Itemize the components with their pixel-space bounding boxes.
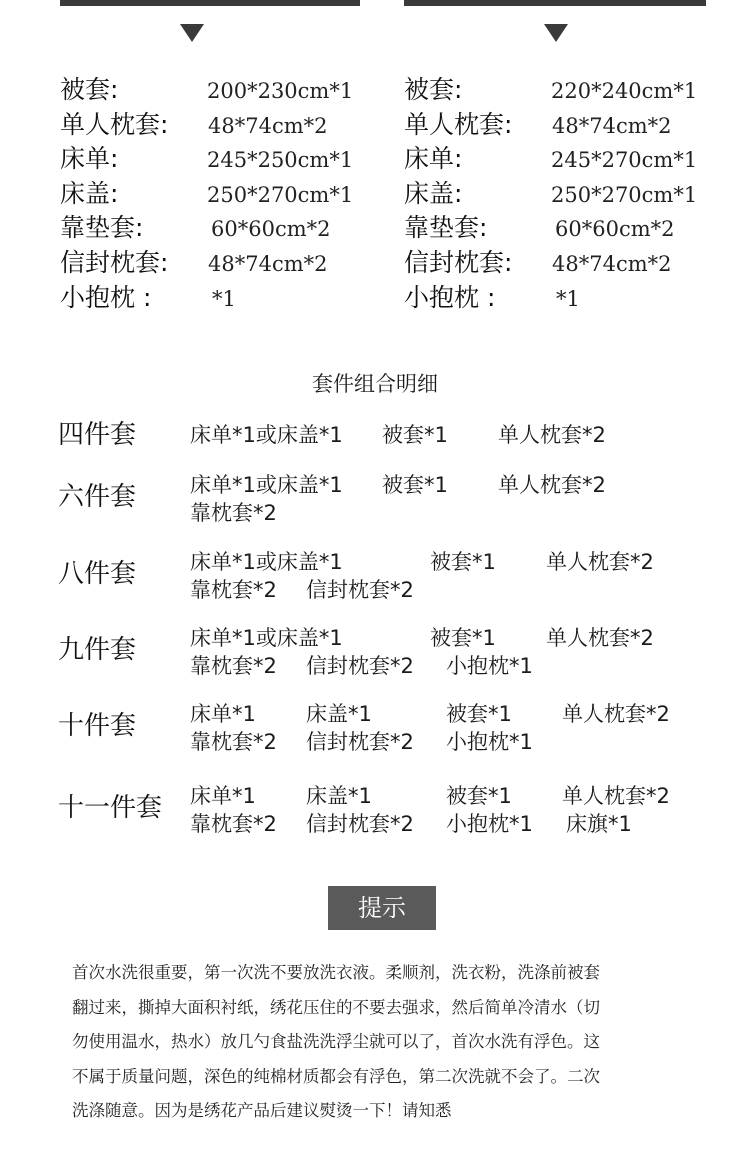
combo-component: 单人枕套*2 [546,550,654,574]
combo-component: 单人枕套*2 [546,626,654,650]
spec-row [404,247,744,282]
combo-line-1 [190,781,750,811]
combo-component: 信封枕套*2 [306,812,414,836]
spec-label: 小抱枕 : [60,282,152,312]
spec-row [60,178,400,213]
spec-row [60,109,400,144]
spec-row [60,282,400,317]
combo-component: 床单*1或床盖*1 [190,473,343,497]
spec-row [404,109,744,144]
spec-row [60,212,400,247]
spec-value: 200*230cm*1 [207,79,354,103]
spec-list-left [60,74,400,316]
combo-component: 信封枕套*2 [306,654,414,678]
notes-line: 勿使用温水，热水）放几勺食盐洗洗浮尘就可以了，首次水洗有浮色。这 [72,1032,600,1051]
spec-label: 被套: [404,75,463,104]
combo-component: 被套*1 [430,550,496,574]
combo-line-1 [190,547,750,577]
combo-line-2 [190,498,750,528]
spec-value: 220*240cm*1 [551,79,698,103]
spec-label: 单人枕套: [404,109,513,139]
spec-label: 单人枕套: [60,109,169,139]
spec-value: *1 [556,286,580,311]
combo-name: 八件套 [58,559,137,589]
combo-line-2 [190,809,750,839]
combo-line-1 [190,623,750,653]
right-top-bar [404,0,706,6]
spec-row [60,247,400,282]
spec-row [404,178,744,213]
combo-component: 床盖*1 [306,702,372,726]
combo-component: 被套*1 [430,626,496,650]
combo-component: 床单*1 [190,702,256,726]
spec-value: 250*270cm*1 [207,182,354,207]
spec-value: 245*250cm*1 [207,148,354,173]
spec-label: 床单: [60,144,119,174]
spec-value: 250*270cm*1 [551,182,698,207]
combo-name: 六件套 [58,482,137,512]
combo-component: 单人枕套*2 [498,423,606,447]
spec-label: 被套: [60,75,119,104]
combo-section-title: 套件组合明细 [312,372,438,396]
combo-component: 床旗*1 [566,812,632,836]
spec-label: 床盖: [404,178,463,208]
spec-value: 48*74cm*2 [208,251,328,276]
spec-row [404,143,744,178]
combo-component: 靠枕套*2 [190,730,277,754]
combo-component: 床单*1或床盖*1 [190,626,343,650]
spec-value: 60*60cm*2 [211,217,331,242]
combo-component: 床单*1或床盖*1 [190,550,343,574]
spec-value: 245*270cm*1 [551,148,698,173]
combo-component: 信封枕套*2 [306,578,414,602]
combo-component: 床单*1或床盖*1 [190,423,343,447]
spec-value: 60*60cm*2 [555,217,675,242]
combo-component: 靠枕套*2 [190,578,277,602]
spec-label: 小抱枕 : [404,282,496,312]
left-down-arrow-icon [180,24,204,42]
notes-line: 洗涤随意。因为是绣花产品后建议熨烫一下！请知悉 [72,1101,452,1120]
combo-name: 九件套 [58,635,137,665]
combo-component: 小抱枕*1 [446,730,533,754]
combo-name: 十一件套 [58,793,163,823]
spec-label: 床盖: [60,178,119,208]
combo-line-2 [190,651,750,681]
combo-component: 小抱枕*1 [446,654,533,678]
combo-component: 小抱枕*1 [446,812,533,836]
combo-component: 被套*1 [382,423,448,447]
spec-row [60,143,400,178]
combo-line-1 [190,699,750,729]
combo-line-1 [190,420,750,450]
left-top-bar [60,0,360,6]
tip-badge: 提示 [328,886,436,930]
combo-component: 靠枕套*2 [190,812,277,836]
spec-label: 信封枕套: [60,247,169,277]
combo-component: 单人枕套*2 [562,702,670,726]
combo-line-1 [190,470,750,500]
spec-label: 靠垫套: [60,213,144,243]
combo-component: 靠枕套*2 [190,654,277,678]
notes-line: 首次水洗很重要，第一次洗不要放洗衣液。柔顺剂，洗衣粉，洗涤前被套 [72,963,600,982]
right-down-arrow-icon [544,24,568,42]
spec-value: 48*74cm*2 [552,113,672,138]
combo-name: 十件套 [58,711,137,741]
spec-row [404,212,744,247]
combo-component: 被套*1 [446,702,512,726]
combo-component: 床盖*1 [306,784,372,808]
care-notes [72,956,702,1129]
combo-line-2 [190,575,750,605]
spec-row [60,74,400,109]
spec-value: *1 [212,286,236,311]
spec-row [404,74,744,109]
combo-component: 被套*1 [446,784,512,808]
combo-component: 单人枕套*2 [562,784,670,808]
spec-row [404,282,744,317]
notes-line: 不属于质量问题，深色的纯棉材质都会有浮色，第二次洗就不会了。二次 [72,1066,600,1086]
spec-label: 床单: [404,144,463,174]
combo-component: 信封枕套*2 [306,730,414,754]
combo-component: 被套*1 [382,473,448,497]
combo-name: 四件套 [58,420,137,450]
spec-value: 48*74cm*2 [552,251,672,276]
combo-component: 靠枕套*2 [190,501,277,525]
combo-line-2 [190,727,750,757]
spec-list-right [404,74,744,316]
notes-line: 翻过来，撕掉大面积衬纸，绣花压住的不要去强求，然后简单冷清水（切 [72,997,600,1017]
spec-label: 信封枕套: [404,247,513,277]
spec-value: 48*74cm*2 [208,113,328,138]
combo-component: 单人枕套*2 [498,473,606,497]
combo-component: 床单*1 [190,784,256,808]
spec-label: 靠垫套: [404,213,488,243]
